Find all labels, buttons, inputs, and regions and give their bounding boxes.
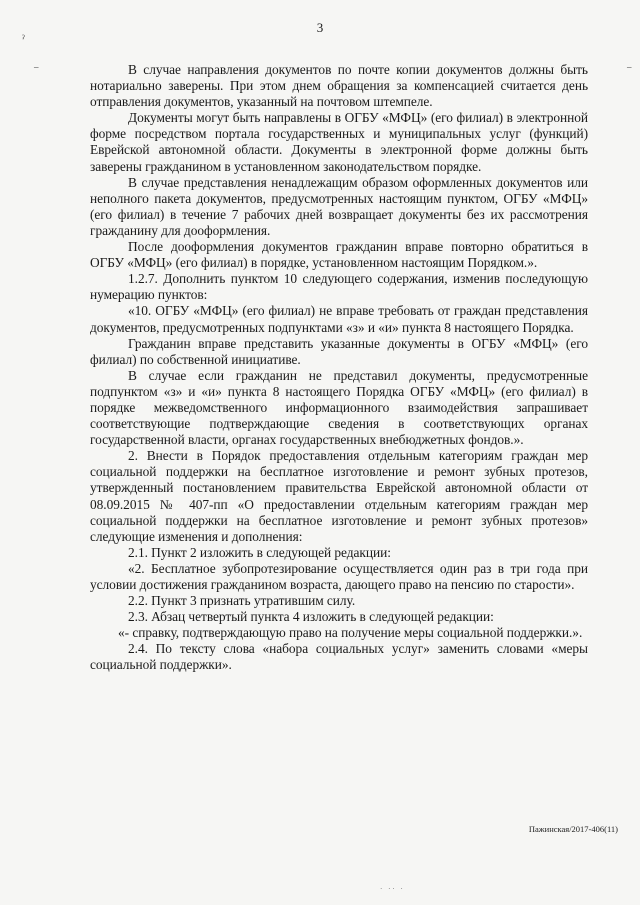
paragraph: Документы могут быть направлены в ОГБУ «МФЦ» (его филиал) в электронной форме посредством портала государственных и муниципальных услуг (функций) Еврейской автономной области. Документы в электронной форме должны быть заверены гражданином в установленном законодательством порядке. bbox=[90, 110, 588, 174]
margin-mark: – bbox=[34, 62, 39, 72]
document-code: Пажинская/2017-406(11) bbox=[528, 824, 618, 834]
paragraph: Гражданин вправе представить указанные документы в ОГБУ «МФЦ» (его филиал) по собственной инициативе. bbox=[90, 335, 588, 367]
paragraph: 2. Внести в Порядок предоставления отдельным категориям граждан мер социальной поддержки на бесплатное изготовление и ремонт зубных протезов, утвержденный постановлением правительства Еврейской автономной области от 08.09.2015 № 407-пп «О предоставлении отдельным категориям граждан мер социальной поддержки на бесплатное изготовление и ремонт зубных протезов» следующие изменения и дополнения: bbox=[90, 448, 588, 544]
paragraph: 2.3. Абзац четвертый пункта 4 изложить в следующей редакции: bbox=[128, 609, 494, 625]
paragraph: В случае направления документов по почте копии документов должны быть нотариально заверены. При этом днем обращения за компенсацией считается день отправления документов, указанный на почтовом штемпеле. bbox=[90, 62, 588, 110]
paragraph: В случае представления ненадлежащим образом оформленных документов или неполного пакета документов, предусмотренных настоящим пунктом, ОГБУ «МФЦ» (его филиал) в течение 7 рабочих дней возвращает документы без их рассмотрения гражданину для дооформления. bbox=[90, 174, 588, 238]
margin-mark: – bbox=[627, 62, 632, 72]
paragraph: После дооформления документов гражданин вправе повторно обратиться в ОГБУ «МФЦ» (его филиал) в порядке, установленном настоящим Порядком.». bbox=[90, 239, 588, 271]
paragraph: 2.2. Пункт 3 признать утратившим силу. bbox=[128, 593, 356, 609]
document-body bbox=[90, 62, 588, 674]
page-number: 3 bbox=[316, 20, 324, 35]
paragraph: В случае если гражданин не представил документы, предусмотренные подпунктом «з» и «и» пункта 8 настоящего Порядка ОГБУ «МФЦ» (его филиал) в порядке межведомственного информационного взаимодействия запрашивает соответствующие подтверждающие сведения в соответствующих органах государственной власти, органах государственных внебюджетных фондов.». bbox=[90, 367, 588, 448]
paragraph: «10. ОГБУ «МФЦ» (его филиал) не вправе требовать от граждан представления документов, предусмотренных подпунктами «з» и «и» пункта 8 настоящего Порядка. bbox=[90, 303, 588, 335]
paragraph: «- справку, подтверждающую право на получение меры социальной поддержки.». bbox=[118, 625, 583, 641]
paragraph: 2.1. Пункт 2 изложить в следующей редакции: bbox=[128, 544, 391, 560]
margin-mark: ˀ bbox=[22, 33, 25, 45]
paragraph: «2. Бесплатное зубопротезирование осуществляется один раз в три года при условии достижения гражданином возраста, дающего право на пенсию по старости». bbox=[90, 560, 588, 592]
paragraph: 2.4. По тексту слова «набора социальных услуг» заменить словами «меры социальной поддержки». bbox=[90, 641, 588, 673]
paragraph: 1.2.7. Дополнить пунктом 10 следующего содержания, изменив последующую нумерацию пунктов: bbox=[90, 271, 588, 303]
scan-mark: · ·· · bbox=[380, 885, 405, 893]
